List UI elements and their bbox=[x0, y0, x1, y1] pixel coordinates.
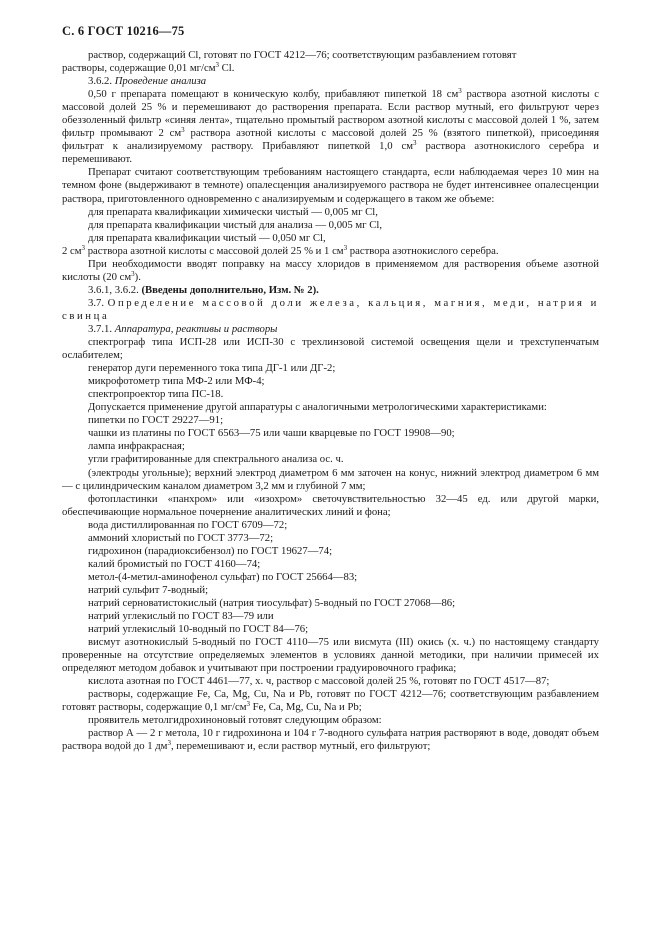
text-run: для препарата квалификации химически чистый — 0,005 мг Cl, bbox=[88, 205, 378, 218]
text-run: раствора азотнокислого серебра и перемешивают. bbox=[62, 140, 599, 166]
text-run: раствора азотнокислого серебра. bbox=[347, 244, 499, 257]
text-run: 2 см bbox=[62, 244, 82, 257]
text-run: растворы, содержащие Fe, Ca, Mg, Cu, Na и Pb, готовят по ГОСТ 4212—76; соответствующим разбавлением готовят растворы, содержащие 0,1 мг/см bbox=[62, 688, 599, 714]
list-item bbox=[62, 427, 599, 440]
list-item bbox=[62, 519, 599, 532]
text-run: спектропроектор типа ПС-18. bbox=[88, 388, 224, 401]
list-item bbox=[62, 388, 599, 401]
list-item bbox=[62, 219, 599, 232]
text-run: спектрограф типа ИСП-28 или ИСП-30 с трехлинзовой системой освещения щели и трехступенчатым ослабителем; bbox=[62, 336, 599, 362]
page-header: С. 6 ГОСТ 10216—75 bbox=[62, 24, 185, 38]
list-item bbox=[62, 675, 599, 688]
text-run: генератор дуги переменного тока типа ДГ-1 или ДГ-2; bbox=[88, 362, 336, 375]
list-item bbox=[62, 440, 599, 453]
text-run: Препарат считают соответствующим требованиям настоящего стандарта, если наблюдаемая через 10 мин на темном фоне (выдерживают в темноте) опалесценция анализируемого раствора не будет интенсивнее опалесценции раствора, приготовленного одновременно с анализируемым и содержащего в таком же объеме: bbox=[62, 166, 599, 205]
section-number: 3.7.1. bbox=[88, 322, 113, 335]
superscript: 3 bbox=[181, 126, 185, 135]
text-run: фотопластинки «панхром» или «изохром» светочувствительностью 32—45 ед. или другой марки, обеспечивающие нормальное почернение аналитических линий и фона; bbox=[62, 492, 599, 518]
text-run: кислота азотная по ГОСТ 4461—77, х. ч, раствор с массовой долей 25 %, готовят по ГОСТ 4517—87; bbox=[88, 675, 550, 688]
paragraph bbox=[62, 245, 599, 258]
paragraph bbox=[62, 258, 599, 284]
superscript: 3 bbox=[413, 139, 417, 148]
document-body bbox=[62, 49, 599, 754]
list-item bbox=[62, 623, 599, 636]
section-number: 3.6.2. bbox=[88, 75, 113, 88]
text-run: 0,50 г препарата помещают в коническую колбу, прибавляют пипеткой 18 см bbox=[88, 88, 459, 101]
text-run: ). bbox=[134, 270, 141, 283]
list-item bbox=[62, 571, 599, 584]
text-run: раствор А — 2 г метола, 10 г гидрохинона и 104 г 7-водного сульфата натрия растворяют в воде, доводят объем раствора водой до 1 дм bbox=[62, 727, 599, 753]
text-run: При необходимости вводят поправку на массу хлоридов в применяемом для растворения объеме азотной кислоты (20 см bbox=[62, 257, 599, 283]
list-item bbox=[62, 375, 599, 388]
paragraph bbox=[62, 401, 599, 414]
list-item bbox=[62, 414, 599, 427]
superscript: 3 bbox=[458, 87, 462, 96]
text-run: натрий сульфит 7-водный; bbox=[88, 583, 209, 596]
section-heading bbox=[62, 323, 599, 336]
superscript: 3 bbox=[215, 61, 219, 70]
text-run: проявитель метолгидрохиноновый готовят следующим образом: bbox=[88, 714, 382, 727]
superscript: 3 bbox=[131, 269, 135, 278]
text-run: гидрохинон (парадиоксибензол) по ГОСТ 19627—74; bbox=[88, 544, 333, 557]
list-item bbox=[62, 636, 599, 675]
list-item bbox=[62, 336, 599, 362]
text-line: раствор, содержащий Cl, готовят по ГОСТ 4212—76; соответствующим разбавлением готовят bbox=[88, 49, 517, 61]
text-run: Допускается применение другой аппаратуры с аналогичными метрологическими характеристиками: bbox=[88, 401, 547, 414]
section-number: 3.7. bbox=[88, 296, 105, 309]
text-run: натрий серноватистокислый (натрия тиосульфат) 5-водный по ГОСТ 27068—86; bbox=[88, 596, 456, 609]
list-item bbox=[62, 206, 599, 219]
superscript: 3 bbox=[167, 739, 171, 748]
section-title: Аппаратура, реактивы и растворы bbox=[114, 322, 278, 335]
paragraph bbox=[62, 62, 599, 75]
list-item bbox=[62, 493, 599, 519]
section-heading bbox=[62, 297, 599, 323]
text-run: раствора азотной кислоты с массовой долей 25 % (взятого пипеткой), присоединяя фильтрат к анализируемому раствору. Прибавляют пипеткой 1,0 см bbox=[62, 127, 600, 153]
list-item bbox=[62, 232, 599, 245]
text-run: лампа инфракрасная; bbox=[88, 440, 185, 453]
text-run: вода дистиллированная по ГОСТ 6709—72; bbox=[88, 518, 288, 531]
text-run: для препарата квалификации чистый — 0,050 мг Cl, bbox=[88, 231, 326, 244]
list-item bbox=[62, 584, 599, 597]
paragraph bbox=[62, 49, 599, 62]
text-run: пипетки по ГОСТ 29227—91; bbox=[88, 414, 224, 427]
section-title: Проведение анализа bbox=[114, 75, 207, 88]
paragraph bbox=[62, 88, 599, 166]
list-item bbox=[62, 688, 599, 714]
text-run: растворы, содержащие 0,01 мг/см bbox=[62, 62, 216, 75]
section-heading bbox=[62, 75, 599, 88]
text-run: (электроды угольные); верхний электрод диаметром 6 мм заточен на конус, нижний электрод диаметром 6 мм — с цилиндрическим каналом диаметром 3,2 мм и глубиной 7 мм; bbox=[62, 466, 599, 492]
text-run: метол-(4-метил-аминофенол сульфат) по ГОСТ 25664—83; bbox=[88, 570, 358, 583]
amendment-text: (Введены дополнительно, Изм. № 2). bbox=[141, 283, 319, 296]
text-run: для препарата квалификации чистый для анализа — 0,005 мг Cl, bbox=[88, 218, 382, 231]
superscript: 3 bbox=[343, 243, 348, 252]
paragraph bbox=[62, 166, 599, 205]
list-item bbox=[62, 597, 599, 610]
text-run: натрий углекислый по ГОСТ 83—79 или bbox=[88, 610, 274, 623]
superscript: 3 bbox=[81, 243, 86, 252]
text-run: 3.6.1, 3.6.2. bbox=[88, 283, 139, 296]
list-item bbox=[62, 545, 599, 558]
list-item bbox=[62, 532, 599, 545]
text-run: аммоний хлористый по ГОСТ 3773—72; bbox=[88, 531, 274, 544]
text-run: Fe, Ca, Mg, Cu, Na и Pb; bbox=[250, 701, 362, 714]
list-item bbox=[62, 727, 599, 753]
list-item bbox=[62, 467, 599, 493]
text-run: , перемешивают и, если раствор мутный, его фильтруют; bbox=[170, 740, 431, 753]
amendment-note bbox=[62, 284, 599, 297]
text-run: Cl. bbox=[218, 62, 235, 75]
list-item bbox=[62, 558, 599, 571]
text-run: натрий углекислый 10-водный по ГОСТ 84—76; bbox=[88, 623, 309, 636]
section-title: Определение массовой доли железа, кальция, магния, меди, натрия и свинца bbox=[62, 296, 599, 322]
list-item bbox=[62, 610, 599, 623]
list-item bbox=[62, 453, 599, 466]
text-run: раствора азотной кислоты с массовой долей 25 % и 1 см bbox=[85, 244, 344, 257]
superscript: 3 bbox=[246, 700, 250, 709]
text-run: микрофотометр типа МФ-2 или МФ-4; bbox=[88, 375, 265, 388]
text-run: угли графитированные для спектрального анализа ос. ч. bbox=[88, 453, 344, 466]
text-run: висмут азотнокислый 5-водный по ГОСТ 4110—75 или висмута (III) окись (х. ч.) по настоящему стандарту проверенные на отсутствие определяемых элементов в условиях данной методики, при наличии примесей их определяют методом добавок и учитывают при построении градуировочного графика; bbox=[62, 636, 599, 675]
list-item bbox=[62, 362, 599, 375]
text-run: раствора азотной кислоты с массовой долей 25 % и перемешивают до растворения препарата. Если раствор мутный, его фильтруют через обеззоленный фильтр «синяя лента», тщательно промытый раствором азотной кислоты с массовой долей 1 %, затем фильтр промывают 2 см bbox=[62, 88, 599, 140]
text-run: чашки из платины по ГОСТ 6563—75 или чаши кварцевые по ГОСТ 19908—90; bbox=[88, 427, 455, 440]
list-item bbox=[62, 714, 599, 727]
text-run: калий бромистый по ГОСТ 4160—74; bbox=[88, 557, 261, 570]
